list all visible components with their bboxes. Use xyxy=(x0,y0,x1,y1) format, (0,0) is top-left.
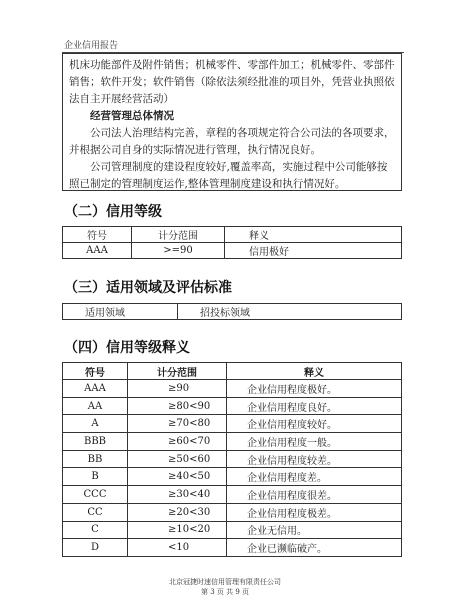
grade-meaning: 企业信用程度很差。 xyxy=(227,486,402,504)
grade-symbol: D xyxy=(63,539,128,557)
table-row xyxy=(63,397,402,415)
grade-range: ≥70<80 xyxy=(128,415,227,433)
scope-table xyxy=(62,303,402,320)
table-row xyxy=(63,380,402,398)
table-row xyxy=(63,433,402,451)
grade-meaning: 企业信用程度较差。 xyxy=(227,450,402,468)
header-cell-range: 计分范围 xyxy=(132,227,225,243)
grade-range: ≥80<90 xyxy=(128,397,227,415)
rating-range: >=90 xyxy=(132,243,225,259)
scope-value: 招投标领域 xyxy=(178,304,402,320)
grade-meaning: 企业信用程度较好。 xyxy=(227,415,402,433)
table-row xyxy=(63,468,402,486)
grade-symbol: BBB xyxy=(63,433,128,451)
rating-meaning: 信用极好 xyxy=(225,243,402,259)
table-row xyxy=(63,486,402,504)
section-credit-rating-title: （二）信用等级 xyxy=(64,204,162,220)
footer-page-number: 第 3 页 共 9 页 xyxy=(200,588,250,596)
page-header: 企业信用报告 xyxy=(64,41,119,51)
header-cell-symbol: 符号 xyxy=(63,363,128,380)
table-row xyxy=(63,415,402,433)
grade-symbol: AA xyxy=(63,397,128,415)
grade-range: ≥50<60 xyxy=(128,450,227,468)
grade-meaning: 企业信用程度一般。 xyxy=(227,433,402,451)
header-cell-meaning: 释义 xyxy=(225,227,402,243)
table-row xyxy=(63,539,402,557)
section-grade-definitions-title: （四）信用等级释义 xyxy=(64,340,190,356)
table-row xyxy=(63,450,402,468)
header-cell-meaning: 释义 xyxy=(227,363,402,380)
business-info-box xyxy=(62,53,402,191)
table-row xyxy=(63,521,402,539)
section-scope-title: （三）适用领域及评估标准 xyxy=(64,280,232,296)
grade-symbol: B xyxy=(63,468,128,486)
grade-range: ≥60<70 xyxy=(128,433,227,451)
table-row xyxy=(63,503,402,521)
management-heading: 经营管理总体情况 xyxy=(90,110,174,122)
grade-range: ≥10<20 xyxy=(128,521,227,539)
table-header-row xyxy=(63,227,402,243)
management-system-paragraph: 公司管理制度的建设程度较好,覆盖率高，实施过程中公司能够按照已制定的管理制度运作,整体管理制度建设和执行情况好。 xyxy=(69,161,388,190)
business-scope-text: 机床功能部件及附件销售；机械零件、零部件加工；机械零件、零部件销售；软件开发；软件销售（除依法须经批准的项目外，凭营业执照依法自主开展经营活动） xyxy=(69,59,395,105)
grade-range: <10 xyxy=(128,539,227,557)
grade-symbol: AAA xyxy=(63,380,128,398)
table-header-row xyxy=(63,363,402,380)
grade-meaning: 企业信用程度良好。 xyxy=(227,397,402,415)
header-cell-range: 计分范围 xyxy=(128,363,227,380)
grade-meaning: 企业信用程度差。 xyxy=(227,468,402,486)
footer-company: 北京冠捷时速信用管理有限责任公司 xyxy=(169,578,281,586)
grade-meaning: 企业无信用。 xyxy=(227,521,402,539)
grade-meaning: 企业信用程度极好。 xyxy=(227,380,402,398)
grade-rows xyxy=(63,380,402,557)
grade-range: ≥40<50 xyxy=(128,468,227,486)
grade-symbol: C xyxy=(63,521,128,539)
rating-symbol: AAA xyxy=(63,243,132,259)
table-row xyxy=(63,304,402,320)
grade-meaning: 企业信用程度极差。 xyxy=(227,503,402,521)
grade-symbol: CCC xyxy=(63,486,128,504)
grade-range: ≥90 xyxy=(128,380,227,398)
grade-range: ≥20<30 xyxy=(128,503,227,521)
grade-range: ≥30<40 xyxy=(128,486,227,504)
credit-rating-table xyxy=(62,226,402,259)
table-row xyxy=(63,243,402,259)
grade-symbol: CC xyxy=(63,503,128,521)
grade-definitions-table xyxy=(62,362,402,557)
governance-paragraph: 公司法人治理结构完善，章程的各项规定符合公司法的各项要求，并根据公司自身的实际情况进行管理，执行情况良好。 xyxy=(69,127,395,156)
grade-symbol: BB xyxy=(63,450,128,468)
grade-symbol: A xyxy=(63,415,128,433)
grade-meaning: 企业已濒临破产。 xyxy=(227,539,402,557)
scope-label: 适用领域 xyxy=(63,304,178,320)
header-cell-symbol: 符号 xyxy=(63,227,132,243)
